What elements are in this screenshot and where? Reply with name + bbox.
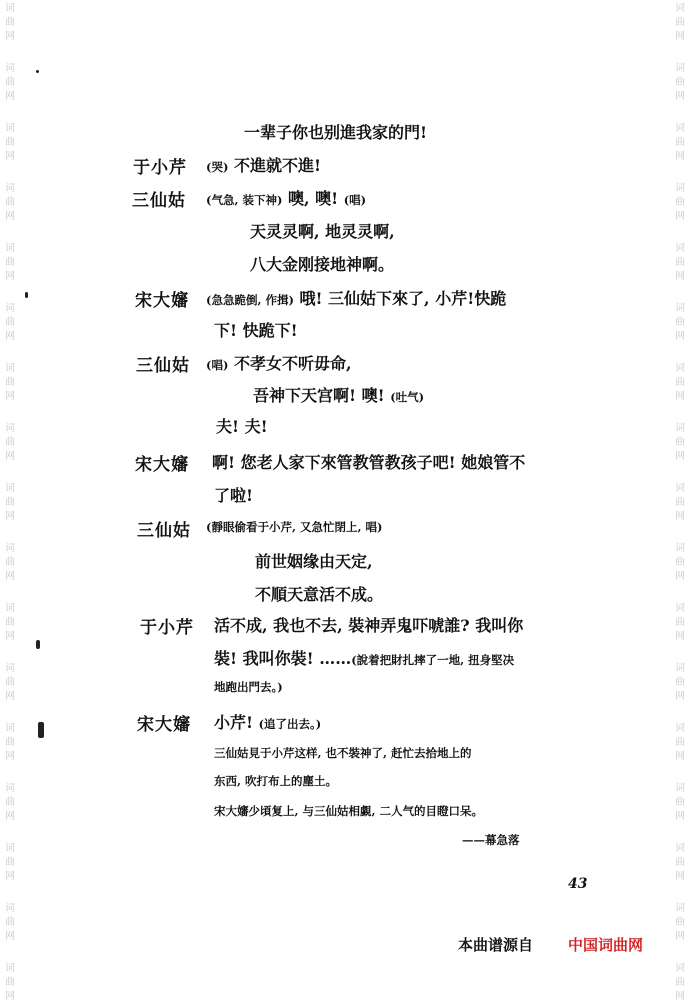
- watermark-char: 词: [5, 963, 15, 974]
- watermark-char: 网: [5, 331, 15, 342]
- dialogue-line: [255, 582, 383, 605]
- watermark-char: 曲: [5, 17, 15, 28]
- watermark-char: 曲: [5, 917, 15, 928]
- watermark-strip: [673, 242, 687, 284]
- watermark-strip: [3, 2, 17, 44]
- dialogue-line: [244, 120, 427, 143]
- watermark-char: 曲: [5, 557, 15, 568]
- dialogue-line: [250, 252, 394, 275]
- watermark-char: 曲: [5, 737, 15, 748]
- watermark-char: 网: [5, 991, 15, 1002]
- watermark-strip: [673, 2, 687, 44]
- watermark-strip: [3, 842, 17, 884]
- watermark-char: 网: [675, 271, 685, 282]
- speaker-name: 于小芹: [140, 618, 194, 638]
- watermark-strip: [673, 602, 687, 644]
- watermark-char: 词: [675, 783, 685, 794]
- watermark-char: 网: [5, 271, 15, 282]
- watermark-char: 曲: [5, 137, 15, 148]
- watermark-char: 曲: [675, 917, 685, 928]
- dialogue-line: [206, 286, 506, 309]
- speaker-name: 于小芹: [133, 158, 187, 178]
- watermark-char: 网: [675, 931, 685, 942]
- speaker-name: 三仙姑: [132, 191, 186, 211]
- watermark-char: 曲: [675, 557, 685, 568]
- watermark-strip: [673, 542, 687, 584]
- watermark-char: 曲: [5, 857, 15, 868]
- stage-direction: (哭): [206, 160, 229, 174]
- watermark-strip: [3, 722, 17, 764]
- dialogue-line: [253, 383, 424, 406]
- watermark-char: 网: [675, 691, 685, 702]
- watermark-strip: [3, 902, 17, 944]
- dialogue-text: 啊! 您老人家下來管教管教孩子吧! 她娘管不: [212, 453, 526, 472]
- dialogue-text: 噢, 噢!: [282, 189, 344, 208]
- watermark-char: 词: [675, 903, 685, 914]
- watermark-char: 网: [5, 211, 15, 222]
- stage-direction: 宋大嬸少頃复上, 与三仙姑相覷, 二人气的目瞪口呆。: [214, 804, 484, 818]
- watermark-char: 网: [5, 871, 15, 882]
- dialogue-line: [216, 414, 268, 437]
- dialogue-text: 天灵灵啊, 地灵灵啊,: [250, 222, 395, 241]
- dialogue-text: 不孝女不听毋命,: [228, 354, 352, 373]
- footer-source-label: 本曲谱源自: [458, 936, 534, 954]
- watermark-char: 词: [5, 423, 15, 434]
- dialogue-line: [214, 483, 253, 506]
- watermark-char: 词: [5, 783, 15, 794]
- watermark-char: 词: [5, 843, 15, 854]
- watermark-char: 网: [675, 511, 685, 522]
- watermark-char: 曲: [5, 677, 15, 688]
- watermark-strip: [3, 482, 17, 524]
- watermark-char: 词: [675, 63, 685, 74]
- ink-speck: [36, 70, 39, 73]
- watermark-strip: [673, 782, 687, 824]
- watermark-strip: [3, 362, 17, 404]
- watermark-char: 词: [5, 243, 15, 254]
- watermark-char: 网: [5, 931, 15, 942]
- watermark-char: 曲: [675, 797, 685, 808]
- watermark-strip: [3, 62, 17, 104]
- watermark-strip: [3, 662, 17, 704]
- dialogue-line: [462, 829, 520, 848]
- footer-site-link[interactable]: 中国词曲网: [568, 936, 644, 954]
- dialogue-line: [206, 516, 382, 535]
- watermark-char: 词: [675, 303, 685, 314]
- stage-direction: (靜眼偷看于小芹, 又急忙閉上, 唱): [206, 520, 383, 534]
- stage-direction: (气急, 装下神): [206, 193, 283, 207]
- stage-direction: (說着把財扎摔了一地, 扭身堅决: [351, 653, 515, 667]
- watermark-char: 词: [675, 183, 685, 194]
- watermark-char: 词: [5, 123, 15, 134]
- dialogue-line: [214, 613, 523, 636]
- watermark-char: 网: [675, 31, 685, 42]
- dialogue-line: [255, 549, 373, 572]
- watermark-char: 曲: [675, 257, 685, 268]
- watermark-char: 曲: [675, 17, 685, 28]
- watermark-char: 网: [5, 751, 15, 762]
- watermark-char: 曲: [675, 197, 685, 208]
- dialogue-text: 小芹!: [214, 713, 259, 732]
- dialogue-text: 下! 快跪下!: [214, 321, 298, 340]
- stage-direction: (吐气): [390, 390, 425, 404]
- watermark-char: 网: [675, 871, 685, 882]
- watermark-char: 曲: [675, 437, 685, 448]
- watermark-strip: [673, 482, 687, 524]
- ink-speck: [25, 292, 28, 298]
- watermark-char: 曲: [675, 737, 685, 748]
- watermark-char: 词: [675, 363, 685, 374]
- watermark-char: 词: [675, 243, 685, 254]
- ink-speck: [38, 722, 44, 738]
- watermark-char: 网: [675, 391, 685, 402]
- dialogue-text: 活不成, 我也不去, 裝神弄鬼吓唬誰? 我叫你: [214, 616, 524, 635]
- stage-direction: 地跑出門去。): [214, 680, 283, 694]
- dialogue-line: [214, 646, 514, 669]
- watermark-char: 曲: [675, 497, 685, 508]
- watermark-char: 词: [5, 183, 15, 194]
- watermark-char: 曲: [5, 77, 15, 88]
- stage-direction: ——幕急落: [462, 833, 520, 847]
- watermark-strip: [673, 122, 687, 164]
- watermark-char: 网: [5, 151, 15, 162]
- watermark-strip: [3, 542, 17, 584]
- dialogue-text: 哦! 三仙姑下來了, 小芹!快跪: [293, 289, 507, 308]
- dialogue-line: [214, 742, 472, 761]
- stage-direction: (唱): [343, 193, 367, 207]
- watermark-strip: [3, 122, 17, 164]
- dialogue-text: 不進就不進!: [228, 156, 321, 175]
- watermark-strip: [673, 422, 687, 464]
- watermark-char: 曲: [5, 797, 15, 808]
- dialogue-text: 前世姻缘由天定,: [255, 552, 373, 571]
- dialogue-text: 了啦!: [214, 486, 254, 505]
- watermark-char: 网: [5, 691, 15, 702]
- watermark-strip: [673, 302, 687, 344]
- watermark-char: 词: [675, 3, 685, 14]
- watermark-char: 词: [5, 603, 15, 614]
- watermark-char: 词: [5, 903, 15, 914]
- watermark-strip: [673, 902, 687, 944]
- watermark-char: 词: [675, 543, 685, 554]
- stage-direction: (唱): [206, 358, 229, 372]
- watermark-char: 网: [675, 451, 685, 462]
- dialogue-line: [206, 153, 321, 176]
- watermark-char: 词: [5, 483, 15, 494]
- watermark-char: 网: [5, 31, 15, 42]
- dialogue-text: 裝! 我叫你裝! ……: [214, 649, 352, 668]
- stage-direction: (急急跪倒, 作揖): [206, 293, 294, 307]
- speaker-name: 宋大嬸: [137, 715, 191, 735]
- watermark-char: 词: [675, 663, 685, 674]
- watermark-char: 词: [5, 63, 15, 74]
- watermark-char: 曲: [675, 77, 685, 88]
- watermark-char: 网: [675, 331, 685, 342]
- dialogue-line: [214, 676, 283, 695]
- watermark-char: 曲: [675, 317, 685, 328]
- speaker-name: 三仙姑: [137, 521, 191, 541]
- watermark-char: 词: [675, 723, 685, 734]
- dialogue-line: [214, 318, 298, 341]
- dialogue-line: [250, 219, 395, 242]
- watermark-char: 网: [5, 811, 15, 822]
- watermark-strip: [3, 602, 17, 644]
- watermark-strip: [673, 182, 687, 224]
- watermark-char: 词: [675, 423, 685, 434]
- dialogue-text: 不順天意活不成。: [255, 585, 384, 604]
- watermark-char: 曲: [675, 137, 685, 148]
- dialogue-text: 一辈子你也别進我家的門!: [244, 123, 428, 142]
- watermark-char: 曲: [5, 617, 15, 628]
- watermark-char: 网: [5, 511, 15, 522]
- watermark-char: 词: [5, 543, 15, 554]
- watermark-char: 曲: [5, 257, 15, 268]
- page-number: 43: [568, 876, 588, 892]
- speaker-name: 宋大嬸: [135, 455, 189, 475]
- watermark-strip: [673, 842, 687, 884]
- watermark-char: 词: [675, 843, 685, 854]
- watermark-char: 网: [5, 571, 15, 582]
- watermark-char: 网: [675, 751, 685, 762]
- watermark-char: 词: [5, 303, 15, 314]
- watermark-char: 网: [675, 211, 685, 222]
- watermark-char: 曲: [675, 857, 685, 868]
- dialogue-line: [214, 800, 483, 819]
- watermark-char: 曲: [675, 977, 685, 988]
- watermark-char: 网: [675, 91, 685, 102]
- watermark-char: 网: [675, 571, 685, 582]
- watermark-char: 曲: [5, 977, 15, 988]
- speaker-name: 三仙姑: [136, 356, 190, 376]
- watermark-char: 曲: [5, 437, 15, 448]
- watermark-char: 词: [5, 663, 15, 674]
- watermark-char: 词: [5, 3, 15, 14]
- watermark-strip: [673, 662, 687, 704]
- watermark-strip: [3, 182, 17, 224]
- watermark-char: 曲: [5, 197, 15, 208]
- watermark-char: 网: [5, 391, 15, 402]
- dialogue-line: [214, 710, 321, 733]
- stage-direction: (追了出去。): [258, 717, 322, 731]
- watermark-strip: [3, 422, 17, 464]
- watermark-strip: [673, 62, 687, 104]
- watermark-char: 词: [675, 123, 685, 134]
- dialogue-line: [206, 351, 352, 374]
- watermark-char: 网: [675, 151, 685, 162]
- watermark-strip: [673, 362, 687, 404]
- watermark-strip: [3, 302, 17, 344]
- watermark-strip: [3, 782, 17, 824]
- watermark-char: 网: [675, 991, 685, 1002]
- watermark-strip: [673, 962, 687, 1004]
- watermark-char: 网: [675, 631, 685, 642]
- watermark-char: 词: [675, 483, 685, 494]
- stage-direction: 三仙姑見于小芹这样, 也不裝神了, 赶忙去拾地上的: [214, 746, 472, 760]
- watermark-char: 曲: [5, 317, 15, 328]
- watermark-char: 曲: [5, 377, 15, 388]
- watermark-char: 网: [5, 631, 15, 642]
- watermark-strip: [3, 242, 17, 284]
- watermark-char: 网: [5, 451, 15, 462]
- watermark-char: 词: [5, 363, 15, 374]
- dialogue-line: [214, 770, 337, 789]
- watermark-strip: [3, 962, 17, 1004]
- dialogue-text: 吾神下天宫啊! 噢!: [253, 386, 391, 405]
- watermark-char: 曲: [675, 617, 685, 628]
- watermark-char: 网: [5, 91, 15, 102]
- watermark-char: 词: [675, 603, 685, 614]
- watermark-char: 曲: [675, 377, 685, 388]
- watermark-char: 曲: [5, 497, 15, 508]
- watermark-strip: [673, 722, 687, 764]
- dialogue-text: 夫! 夫!: [216, 417, 268, 436]
- watermark-char: 词: [5, 723, 15, 734]
- speaker-name: 宋大嬸: [135, 291, 189, 311]
- dialogue-line: [206, 186, 366, 209]
- watermark-char: 词: [675, 963, 685, 974]
- stage-direction: 东西, 吹打布上的塵土。: [214, 774, 338, 788]
- ink-speck: [36, 640, 40, 649]
- dialogue-text: 八大金刚接地神啊。: [250, 255, 395, 274]
- watermark-char: 网: [675, 811, 685, 822]
- dialogue-line: [212, 450, 525, 473]
- watermark-char: 曲: [675, 677, 685, 688]
